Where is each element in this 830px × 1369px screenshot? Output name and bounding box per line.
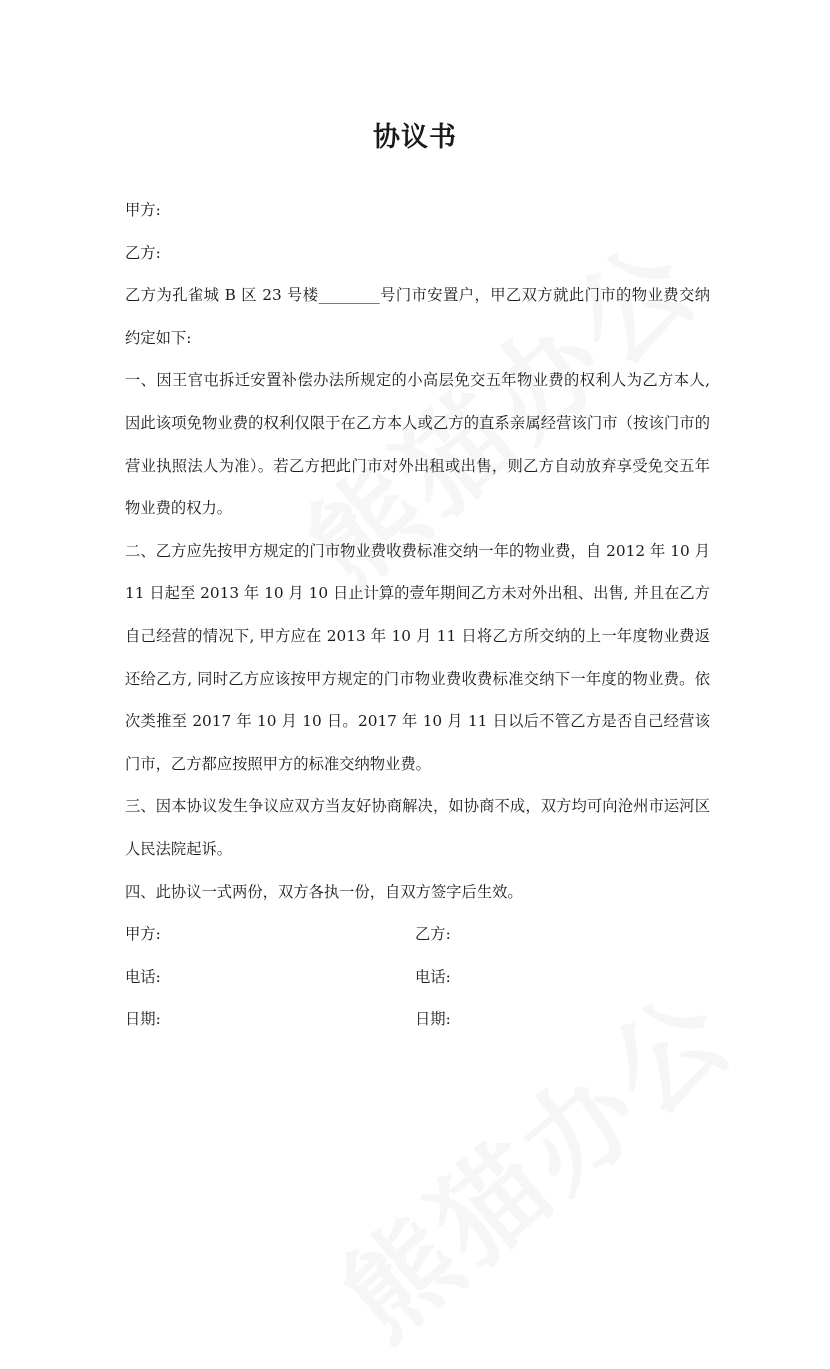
document-body	[125, 189, 710, 1041]
signature-row-party	[125, 913, 710, 956]
clause-4: 四、此协议一式两份，双方各执一份，自双方签字后生效。	[125, 882, 523, 901]
signature-phone-b: 电话:	[415, 967, 451, 986]
signature-date-b: 日期:	[415, 1010, 451, 1029]
clause-3: 三、因本协议发生争议应双方当友好协商解决，如协商不成，双方均可向沧州市运河区人民法院起诉。	[125, 797, 710, 858]
clause-1: 一、因王官屯拆迁安置补偿办法所规定的小高层免交五年物业费的权利人为乙方本人, 因此该项免物业费的权利仅限于在乙方本人或乙方的直系亲属经营该门市（按该门市的营业执照法人为准）。若乙方把此门市对外出租或出售，则乙方自动放弃享受免交五年物业费的权力。	[125, 371, 710, 518]
clause-2: 二、乙方应先按甲方规定的门市物业费收费标准交纳一年的物业费，自 2012 年 10 月 11 日起至 2013 年 10 月 10 日止计算的壹年期间乙方未对外出租、出售, 并且在乙方自己经营的情况下, 甲方应在 2013 年 10 月 11 日将乙方所交纳的上一年度物业费返还给乙方, 同时乙方应该按甲方规定的门市物业费收费标准交纳下一年度的物业费。依次类推至 2017 年 10 月 10 日。2017 年 10 月 11 日以后不管乙方是否自己经营该门市，乙方都应按照甲方的标准交纳物业费。	[125, 541, 710, 773]
intro-paragraph: 乙方为孔雀城 B 区 23 号楼________号门市安置户，甲乙双方就此门市的物业费交纳约定如下:	[125, 286, 710, 347]
signature-row-phone	[125, 956, 710, 999]
signature-party-b: 乙方:	[415, 925, 451, 944]
document-title: 协议书	[373, 122, 457, 153]
signature-date-a: 日期:	[125, 1010, 161, 1029]
party-b-label: 乙方:	[125, 243, 161, 262]
signature-phone-a: 电话:	[125, 967, 161, 986]
signature-party-a: 甲方:	[125, 925, 161, 944]
signature-row-date	[125, 998, 710, 1041]
party-a-label: 甲方:	[125, 201, 161, 219]
